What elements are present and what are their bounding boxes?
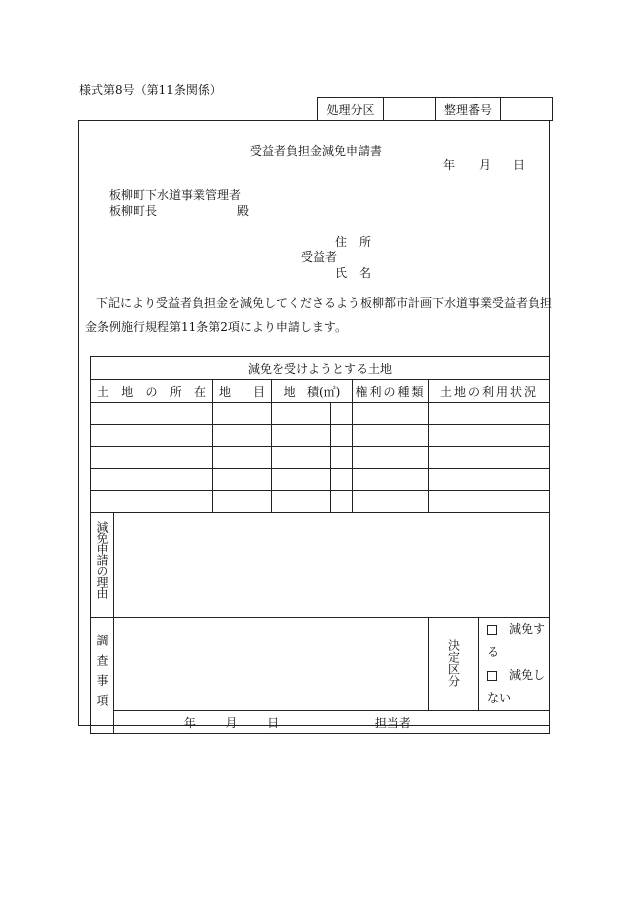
- col-location: 土 地 の 所 在: [91, 380, 213, 403]
- table-row: [91, 403, 550, 425]
- admin-box: [317, 97, 553, 121]
- applicant-role-label: 受益者: [301, 250, 338, 264]
- decision-label: 決定区分: [429, 618, 479, 711]
- reference-label: 整理番号: [436, 98, 501, 121]
- processing-value[interactable]: [384, 98, 436, 121]
- body-line1: 下記により受益者負担金を減免してくださるよう板柳都市計画下水道事業受益者負担: [96, 296, 553, 310]
- document-title: 受益者負担金減免申請書: [250, 144, 383, 158]
- col-area: 地 積(㎡): [272, 380, 353, 403]
- checkbox-grant[interactable]: [487, 625, 497, 635]
- table-row: [91, 447, 550, 469]
- addressee-line1: 板柳町下水道事業管理者: [109, 188, 242, 202]
- col-land-usage: 土地の利用状況: [429, 380, 550, 403]
- table-row: [91, 491, 550, 513]
- land-table-caption: 減免を受けようとする土地: [91, 357, 550, 380]
- footer-month: 月: [225, 715, 238, 730]
- addressee-line2: 板柳町長: [109, 204, 158, 218]
- reference-value[interactable]: [501, 98, 553, 121]
- survey-footer: [114, 711, 550, 734]
- form-number: 様式第8号（第11条関係）: [79, 83, 222, 97]
- applicant-address-label: 住 所: [335, 235, 372, 249]
- date-year: 年: [443, 158, 456, 172]
- body-line2: 金条例施行規程第11条第2項により申請します。: [85, 320, 347, 334]
- survey-field[interactable]: [114, 618, 429, 711]
- land-table: [90, 356, 550, 734]
- col-land-category: 地 目: [213, 380, 272, 403]
- decision-options: [479, 618, 550, 711]
- option-grant[interactable]: 減免する: [487, 622, 546, 659]
- footer-year: 年: [183, 715, 196, 730]
- applicant-name-label: 氏 名: [335, 266, 372, 280]
- reason-field[interactable]: [114, 513, 550, 618]
- date-day: 日: [513, 158, 526, 172]
- table-row: [91, 469, 550, 491]
- reason-label: 減免申請の理由: [91, 513, 114, 618]
- table-row: [91, 425, 550, 447]
- staff-label: 担当者: [374, 715, 411, 730]
- option-deny[interactable]: 減免しない: [487, 668, 546, 705]
- date-month: 月: [479, 158, 492, 172]
- col-right-type: 権利の種類: [353, 380, 429, 403]
- processing-label: 処理分区: [318, 98, 384, 121]
- footer-day: 日: [267, 715, 280, 730]
- honorific: 殿: [237, 204, 250, 218]
- checkbox-deny[interactable]: [487, 671, 497, 681]
- survey-label: 調査事項: [91, 618, 114, 734]
